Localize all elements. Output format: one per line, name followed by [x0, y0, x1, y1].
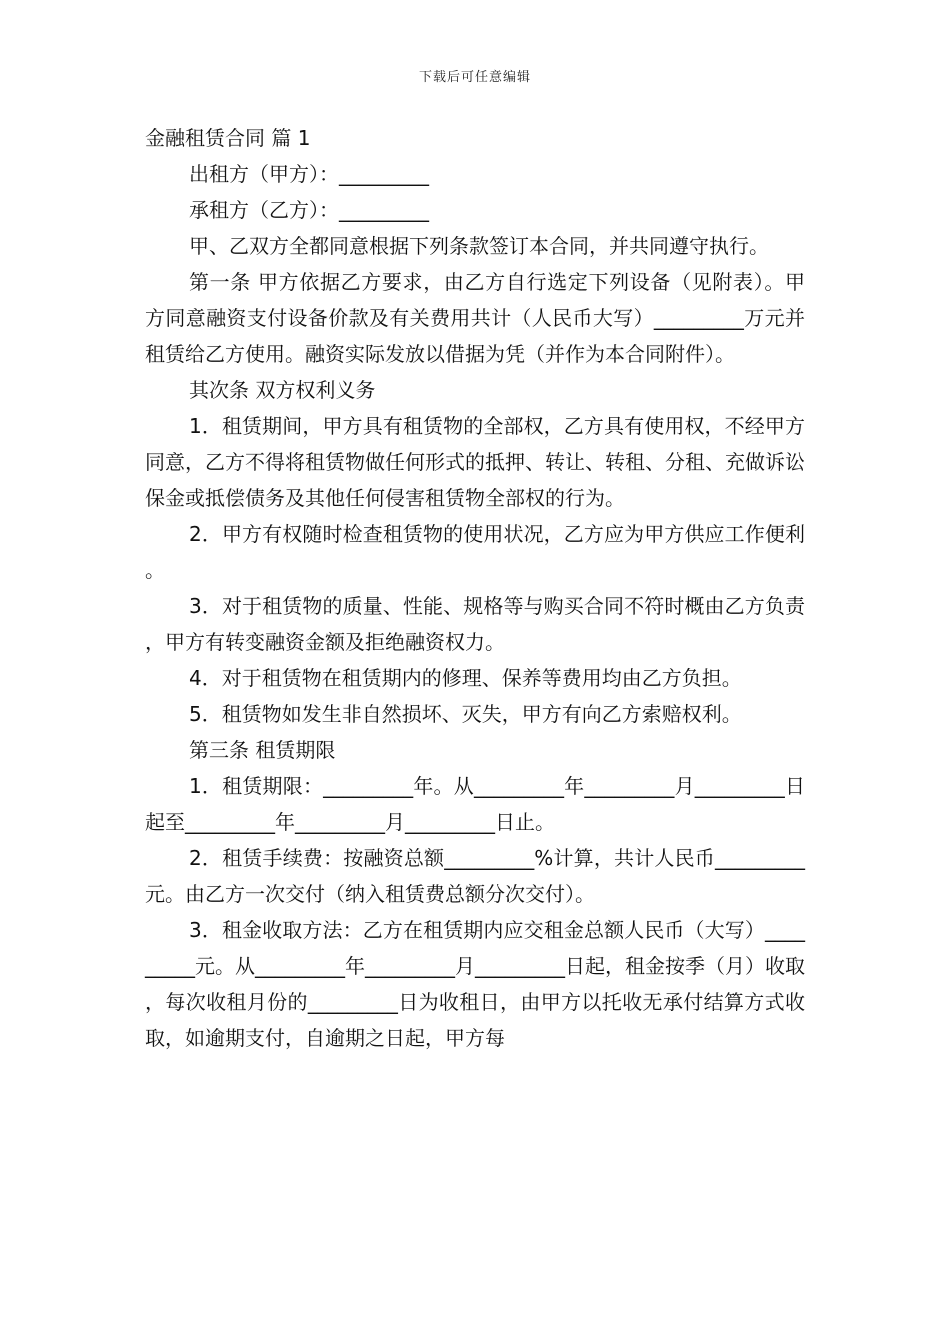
article-3-item-1: 1．租赁期限：_________年。从_________年_________月_________日起至_________年_________月_________日止。 — [145, 774, 805, 834]
article-1-paragraph: 第一条 甲方依据乙方要求，由乙方自行选定下列设备（见附表）。甲方同意融资支付设备价款及有关费用共计（人民币大写）_________万元并租赁给乙方使用。融资实际发放以借据为凭（并作为本合同附件）。 — [145, 270, 805, 366]
article-2-item-2: 2．甲方有权随时检查租赁物的使用状况，乙方应为甲方供应工作便利。 — [145, 522, 805, 582]
page-header-note: 下载后可任意编辑 — [418, 70, 531, 85]
article-3-item-2: 2．租赁手续费：按融资总额_________%计算，共计人民币_________元。由乙方一次交付（纳入租赁费总额分次交付）。 — [145, 846, 805, 906]
article-2-item-3: 3．对于租赁物的质量、性能、规格等与购买合同不符时概由乙方负责，甲方有转变融资金额及拒绝融资权力。 — [145, 594, 805, 654]
article-2-item-5: 5．租赁物如发生非自然损坏、灭失，甲方有向乙方索赔权利。 — [189, 702, 742, 726]
article-2-heading: 其次条 双方权利义务 — [189, 378, 376, 402]
article-3-item-3: 3．租金收取方法：乙方在租赁期内应交租金总额人民币（大写）_________元。从_________年_________月_________日起，租金按季（月）收取，每次收租月份的_________日为收租日，由甲方以托收无承付结算方式收取，如逾期支付，自逾期之日起，甲方每 — [145, 918, 805, 1050]
lessee-line: 承租方（乙方）：_________ — [189, 198, 429, 222]
article-3-heading: 第三条 租赁期限 — [189, 738, 336, 762]
article-2-item-1: 1．租赁期间，甲方具有租赁物的全部权，乙方具有使用权，不经甲方同意，乙方不得将租赁物做任何形式的抵押、转让、转租、分租、充做诉讼保金或抵偿债务及其他任何侵害租赁物全部权的行为。 — [145, 414, 805, 510]
preamble-paragraph: 甲、乙双方全都同意根据下列条款签订本合同，并共同遵守执行。 — [189, 234, 769, 258]
article-2-item-4: 4．对于租赁物在租赁期内的修理、保养等费用均由乙方负担。 — [189, 666, 742, 690]
lessor-line: 出租方（甲方）：_________ — [189, 162, 429, 186]
contract-title: 金融租赁合同 篇 1 — [145, 126, 311, 150]
contract-body — [145, 120, 805, 1056]
